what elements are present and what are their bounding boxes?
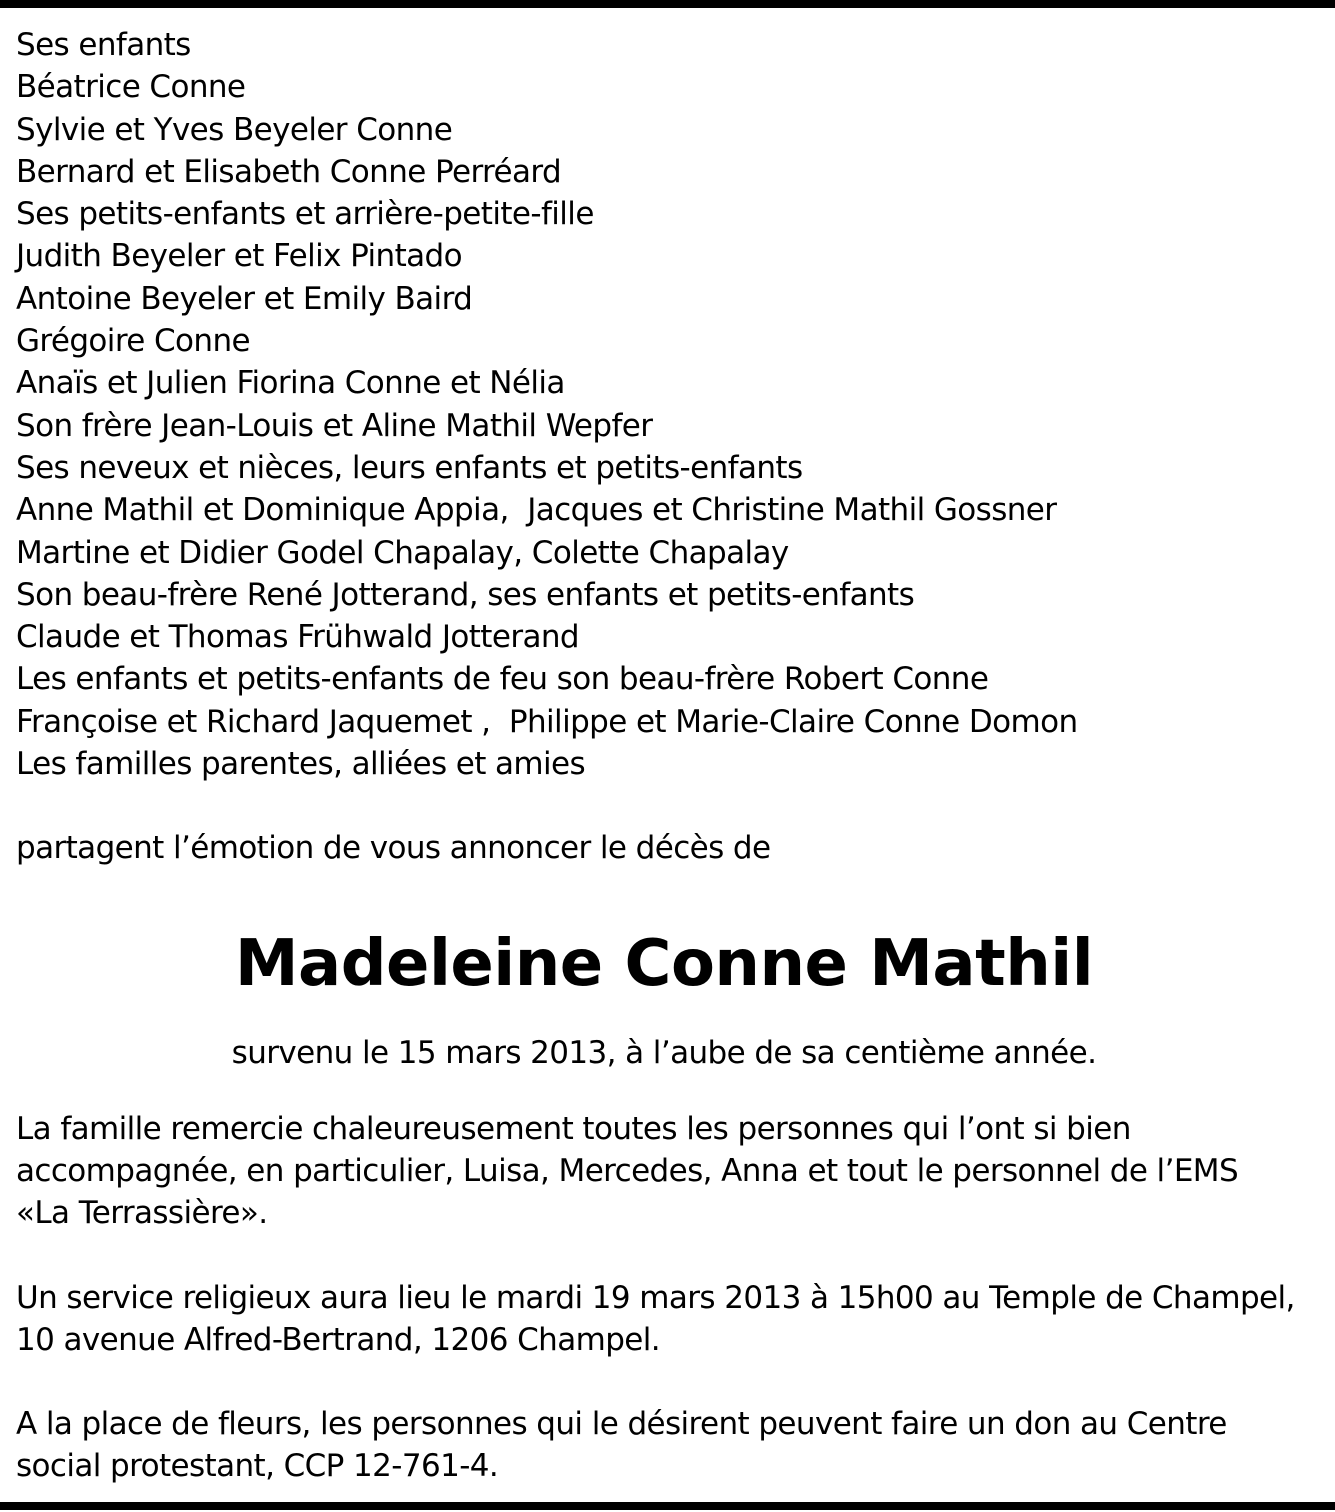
family-line: Bernard et Elisabeth Conne Perréard bbox=[16, 153, 562, 190]
thanks-paragraph bbox=[16, 1108, 1326, 1235]
family-line: Ses petits-enfants et arrière-petite-fille bbox=[16, 196, 594, 233]
family-line: Les enfants et petits-enfants de feu son beau-frère Robert Conne bbox=[16, 661, 989, 698]
obituary-notice bbox=[16, 24, 1326, 1488]
family-line: Judith Beyeler et Felix Pintado bbox=[16, 238, 462, 275]
family-line: Claude et Thomas Frühwald Jotterand bbox=[16, 619, 580, 656]
thanks-line: «La Terrassière». bbox=[16, 1195, 268, 1232]
donation-line: social protestant, CCP 12-761-4. bbox=[16, 1448, 499, 1485]
thanks-line: accompagnée, en particulier, Luisa, Mercedes, Anna et tout le personnel de l’EMS bbox=[16, 1152, 1239, 1189]
top-border-rule bbox=[0, 0, 1335, 8]
family-line: Les familles parentes, alliées et amies bbox=[16, 746, 586, 783]
family-line: Ses enfants bbox=[16, 27, 191, 63]
thanks-line: La famille remercie chaleureusement toutes les personnes qui l’ont si bien bbox=[16, 1110, 1131, 1147]
donation-line: A la place de fleurs, les personnes qui le désirent peuvent faire un don au Centre bbox=[16, 1406, 1227, 1443]
family-line: Antoine Beyeler et Emily Baird bbox=[16, 280, 473, 317]
family-line: Ses neveux et nièces, leurs enfants et petits-enfants bbox=[16, 449, 803, 486]
family-line: Anaïs et Julien Fiorina Conne et Nélia bbox=[16, 365, 565, 402]
family-line: Son beau-frère René Jotterand, ses enfants et petits-enfants bbox=[16, 576, 915, 613]
family-line: Grégoire Conne bbox=[16, 323, 250, 360]
deceased-name: Madeleine Conne Mathil bbox=[234, 926, 1094, 1001]
service-paragraph bbox=[16, 1277, 1326, 1362]
family-line: Françoise et Richard Jaquemet , Philippe et Marie-Claire Conne Domon bbox=[16, 703, 1078, 740]
family-line: Anne Mathil et Dominique Appia, Jacques et Christine Mathil Gossner bbox=[16, 492, 1057, 529]
death-date-line: survenu le 15 mars 2013, à l’aube de sa centième année. bbox=[231, 1034, 1097, 1071]
service-line: Un service religieux aura lieu le mardi 19 mars 2013 à 15h00 au Temple de Champel, bbox=[16, 1279, 1295, 1316]
family-line: Béatrice Conne bbox=[16, 69, 246, 106]
family-line: Martine et Didier Godel Chapalay, Colette Chapalay bbox=[16, 534, 789, 571]
family-line: Son frère Jean-Louis et Aline Mathil Wepfer bbox=[16, 407, 653, 444]
bottom-border-rule bbox=[0, 1502, 1335, 1510]
donation-paragraph bbox=[16, 1403, 1326, 1488]
announcement-intro: partagent l’émotion de vous annoncer le décès de bbox=[16, 830, 771, 867]
service-line: 10 avenue Alfred-Bertrand, 1206 Champel. bbox=[16, 1321, 661, 1358]
family-line: Sylvie et Yves Beyeler Conne bbox=[16, 111, 453, 148]
family-list bbox=[16, 24, 1326, 785]
